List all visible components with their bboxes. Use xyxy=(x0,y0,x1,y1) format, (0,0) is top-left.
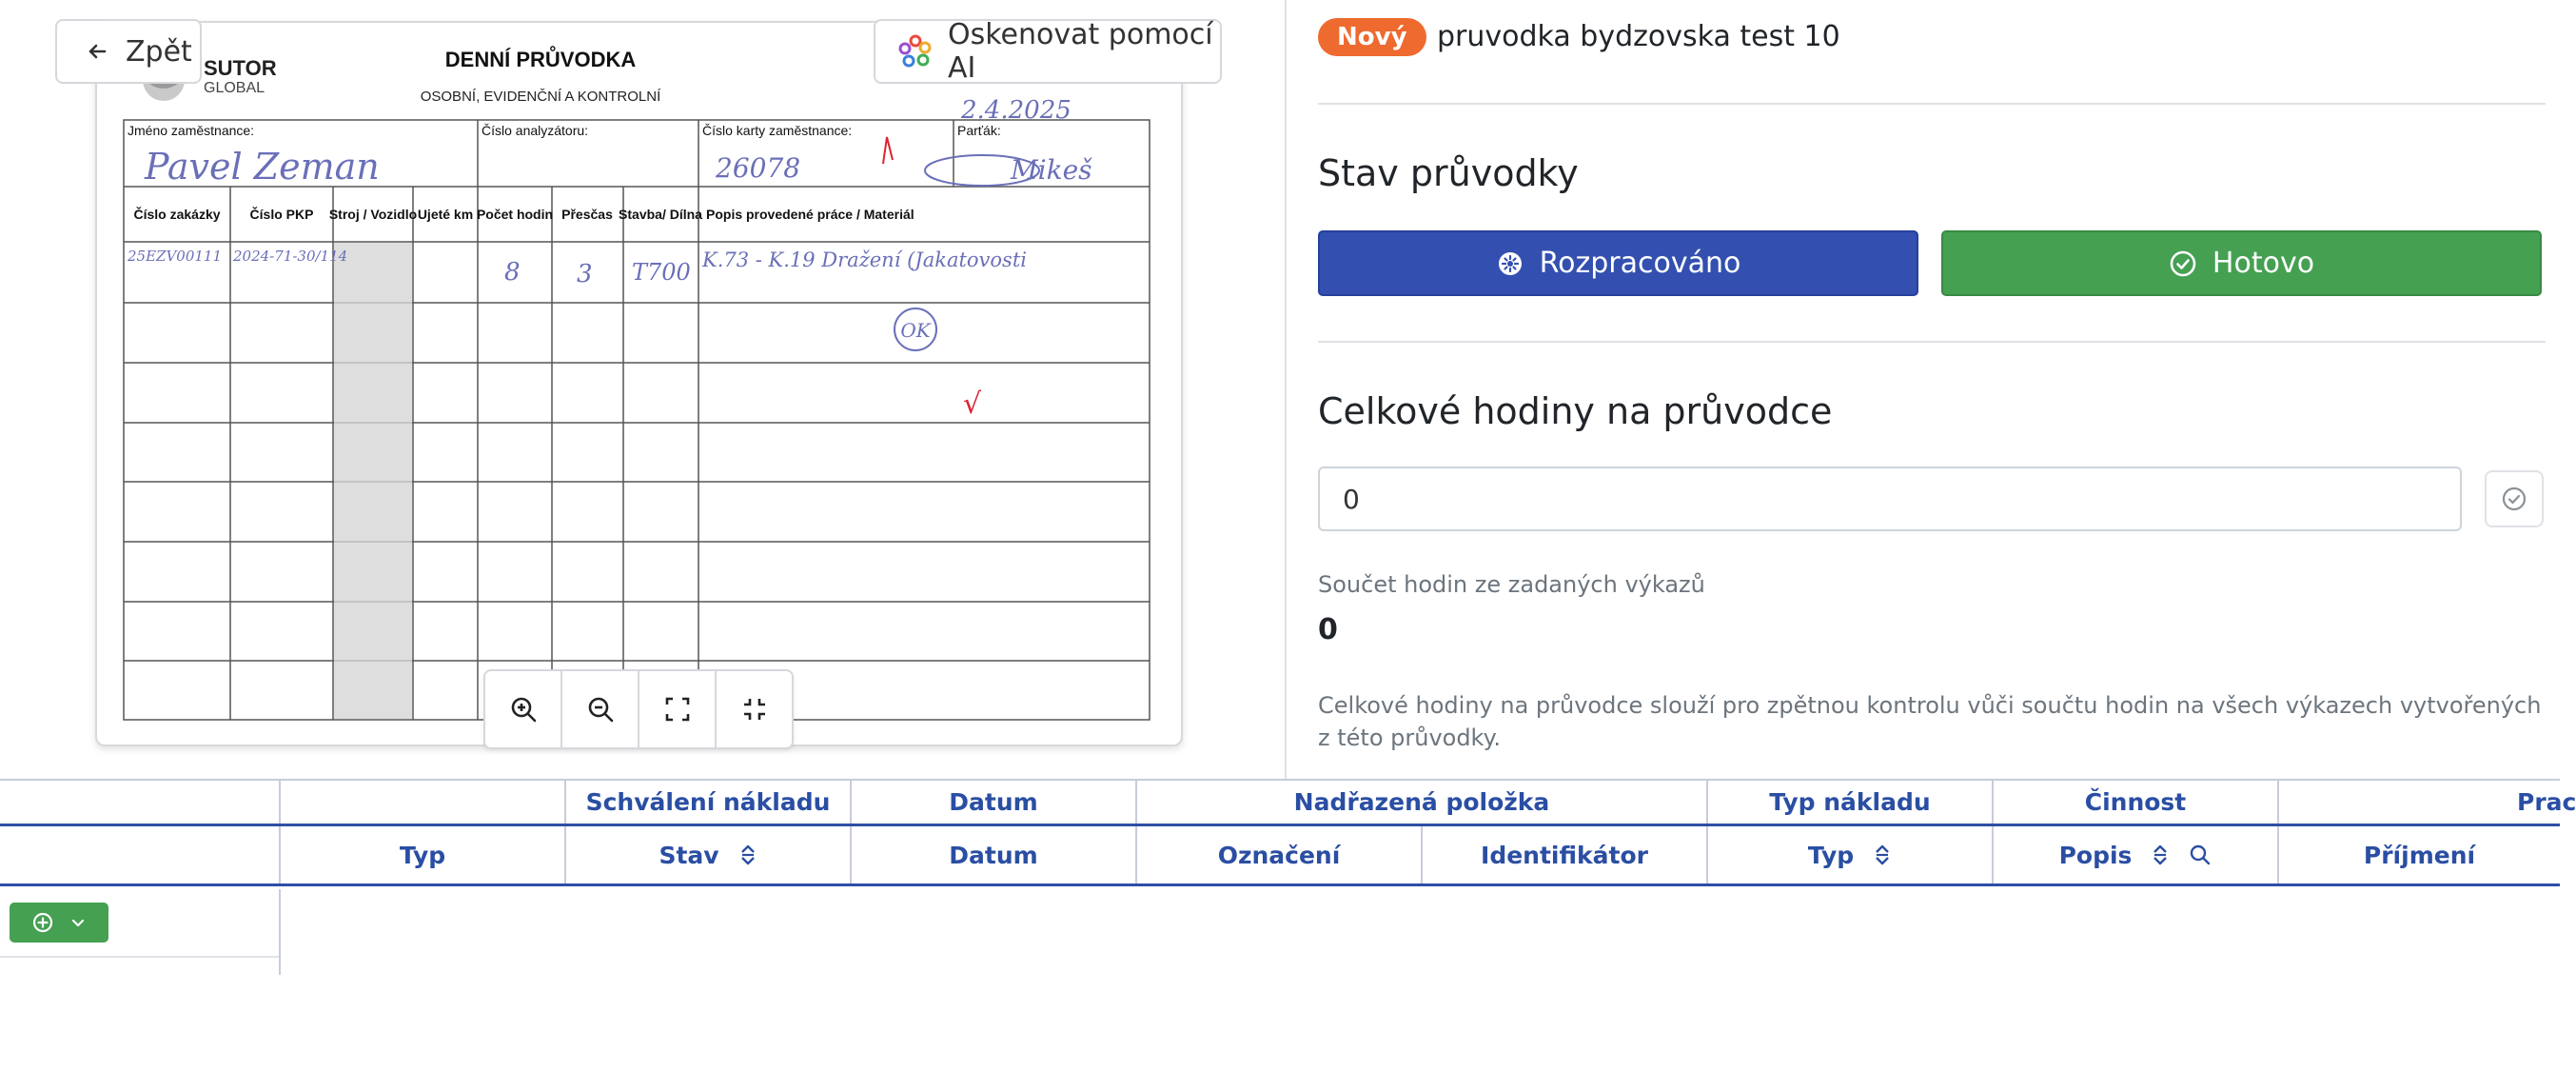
machine-column-shade xyxy=(334,243,412,719)
form-row-1 xyxy=(127,248,1027,288)
label-card: Číslo karty zaměstnance: xyxy=(702,123,853,138)
ai-logo-icon xyxy=(898,34,933,69)
status-badge: Nový xyxy=(1318,18,1426,56)
sort-icon[interactable] xyxy=(738,844,757,866)
zoom-in-button[interactable] xyxy=(485,671,562,747)
row1-overtime: 3 xyxy=(577,260,593,288)
check-circle-icon xyxy=(2169,249,2197,278)
form-column-headers xyxy=(133,206,914,222)
handwritten-partner: Mikeš xyxy=(1011,154,1092,186)
sort-icon[interactable] xyxy=(2151,844,2170,866)
logo-name: SUTOR xyxy=(204,56,277,80)
plus-circle-icon xyxy=(32,912,53,933)
col-machine: Stroj / Vozidlo xyxy=(328,207,418,222)
add-row-dropdown-button[interactable] xyxy=(10,903,108,943)
column-label: Typ xyxy=(1807,841,1855,869)
col-pkp: Číslo PKP xyxy=(249,207,314,222)
ai-scan-button[interactable] xyxy=(874,19,1222,84)
detail-panel xyxy=(1318,0,2546,779)
column-header-status[interactable] xyxy=(564,826,850,883)
column-header-date[interactable] xyxy=(850,826,1135,883)
row1-site: T700 xyxy=(632,259,691,286)
handwritten-employee: Pavel Zeman xyxy=(145,146,380,188)
col-order: Číslo zakázky xyxy=(133,207,221,222)
col-hours: Počet hodin xyxy=(476,207,554,222)
col-site: Stavba/ Dílna xyxy=(619,207,702,222)
group-header-date: Datum xyxy=(850,781,1135,824)
scanned-document xyxy=(95,21,1183,746)
fullscreen-icon xyxy=(663,695,692,724)
column-label: Datum xyxy=(949,841,1038,869)
back-button[interactable] xyxy=(55,19,202,84)
handwritten-date: 2.4.2025 xyxy=(961,96,1072,125)
column-header-description[interactable] xyxy=(1992,826,2277,883)
group-header-parent-item: Nadřazená položka xyxy=(1135,781,1706,824)
group-header-cost-type: Typ nákladu xyxy=(1706,781,1992,824)
hours-heading: Celkové hodiny na průvodce xyxy=(1318,390,1833,432)
sort-icon[interactable] xyxy=(1873,844,1892,866)
in-progress-label: Rozpracováno xyxy=(1539,247,1741,280)
zoom-out-button[interactable] xyxy=(562,671,639,747)
row1-order: 25EZV00111 xyxy=(128,248,223,265)
row1-pkp: 2024-71-30/114 xyxy=(233,248,348,265)
zoom-out-icon xyxy=(586,695,615,724)
divider xyxy=(1318,103,2546,105)
table-group-header-row xyxy=(0,779,2576,826)
arrow-left-icon xyxy=(86,40,108,63)
column-label: Příjmení xyxy=(2363,841,2476,869)
column-label: Označení xyxy=(1217,841,1341,869)
ok-stamp-text: OK xyxy=(900,319,931,342)
confirm-hours-button[interactable] xyxy=(2485,470,2544,527)
zoom-in-icon xyxy=(509,695,538,724)
row-separator xyxy=(279,889,281,975)
hours-note: Celkové hodiny na průvodce slouží pro zpětnou kontrolu vůči součtu hodin na všech výkazech vytvořených z této průvodky. xyxy=(1318,692,2542,751)
total-hours-input[interactable] xyxy=(1318,467,2462,531)
logo-sub: GLOBAL xyxy=(204,80,265,96)
row1-description: K.73 - K.19 Dražení (Jakatovosti xyxy=(702,248,1027,271)
column-header-empty xyxy=(0,826,279,883)
cost-table xyxy=(0,779,2576,1072)
column-header-designation[interactable] xyxy=(1135,826,1421,883)
check-mark: √ xyxy=(963,387,982,421)
label-employee: Jméno zaměstnance: xyxy=(128,123,255,138)
done-label: Hotovo xyxy=(2212,247,2315,280)
col-description: Popis provedené práce / Materiál xyxy=(706,207,914,222)
handwritten-card: 26078 xyxy=(716,152,801,184)
state-heading: Stav průvodky xyxy=(1318,152,1579,194)
fullscreen-button[interactable] xyxy=(639,671,717,747)
row1-hours: 8 xyxy=(504,258,521,287)
group-header-activity: Činnost xyxy=(1992,781,2277,824)
column-label: Stav xyxy=(659,841,719,869)
column-header-identifier[interactable] xyxy=(1421,826,1706,883)
form-title: DENNÍ PRŮVODKA xyxy=(444,48,637,71)
form-subtitle: OSOBNÍ, EVIDENČNÍ A KONTROLNÍ xyxy=(420,89,661,105)
fit-button[interactable] xyxy=(717,671,792,747)
col-overtime: Přesčas xyxy=(561,207,613,222)
fit-icon xyxy=(740,695,769,724)
label-partner: Parťák: xyxy=(957,123,1001,138)
column-label: Popis xyxy=(2058,841,2133,869)
group-header-worker: Prac xyxy=(2277,781,2560,824)
in-progress-button[interactable] xyxy=(1318,230,1918,296)
column-header-cost-type[interactable] xyxy=(1706,826,1992,883)
ai-scan-label: Oskenovat pomocí AI xyxy=(948,18,1213,85)
chevron-down-icon xyxy=(70,915,86,930)
group-header-blank xyxy=(279,781,564,824)
done-button[interactable] xyxy=(1941,230,2542,296)
check-circle-icon xyxy=(2500,485,2528,513)
zoom-toolbar xyxy=(483,669,794,749)
col-km: Ujeté km xyxy=(417,207,474,222)
label-analyzer: Číslo analyzátoru: xyxy=(482,123,589,138)
table-header-row xyxy=(0,826,2560,886)
search-icon[interactable] xyxy=(2189,844,2212,866)
column-header-surname[interactable] xyxy=(2277,826,2560,883)
page-title: pruvodka bydzovska test 10 xyxy=(1437,20,1840,53)
column-label: Typ xyxy=(399,841,446,869)
column-label: Identifikátor xyxy=(1481,841,1648,869)
progress-icon xyxy=(1496,249,1524,278)
row-line xyxy=(0,956,279,958)
group-header-approval: Schválení nákladu xyxy=(564,781,850,824)
sum-label: Součet hodin ze zadaných výkazů xyxy=(1318,571,1705,598)
document-viewer xyxy=(0,0,1285,779)
column-header-type[interactable] xyxy=(279,826,564,883)
back-label: Zpět xyxy=(126,34,192,69)
panel-divider xyxy=(1285,0,1287,779)
divider xyxy=(1318,341,2546,343)
document-scan xyxy=(97,23,1185,748)
sum-value: 0 xyxy=(1318,613,1338,646)
group-header-empty xyxy=(0,781,279,824)
